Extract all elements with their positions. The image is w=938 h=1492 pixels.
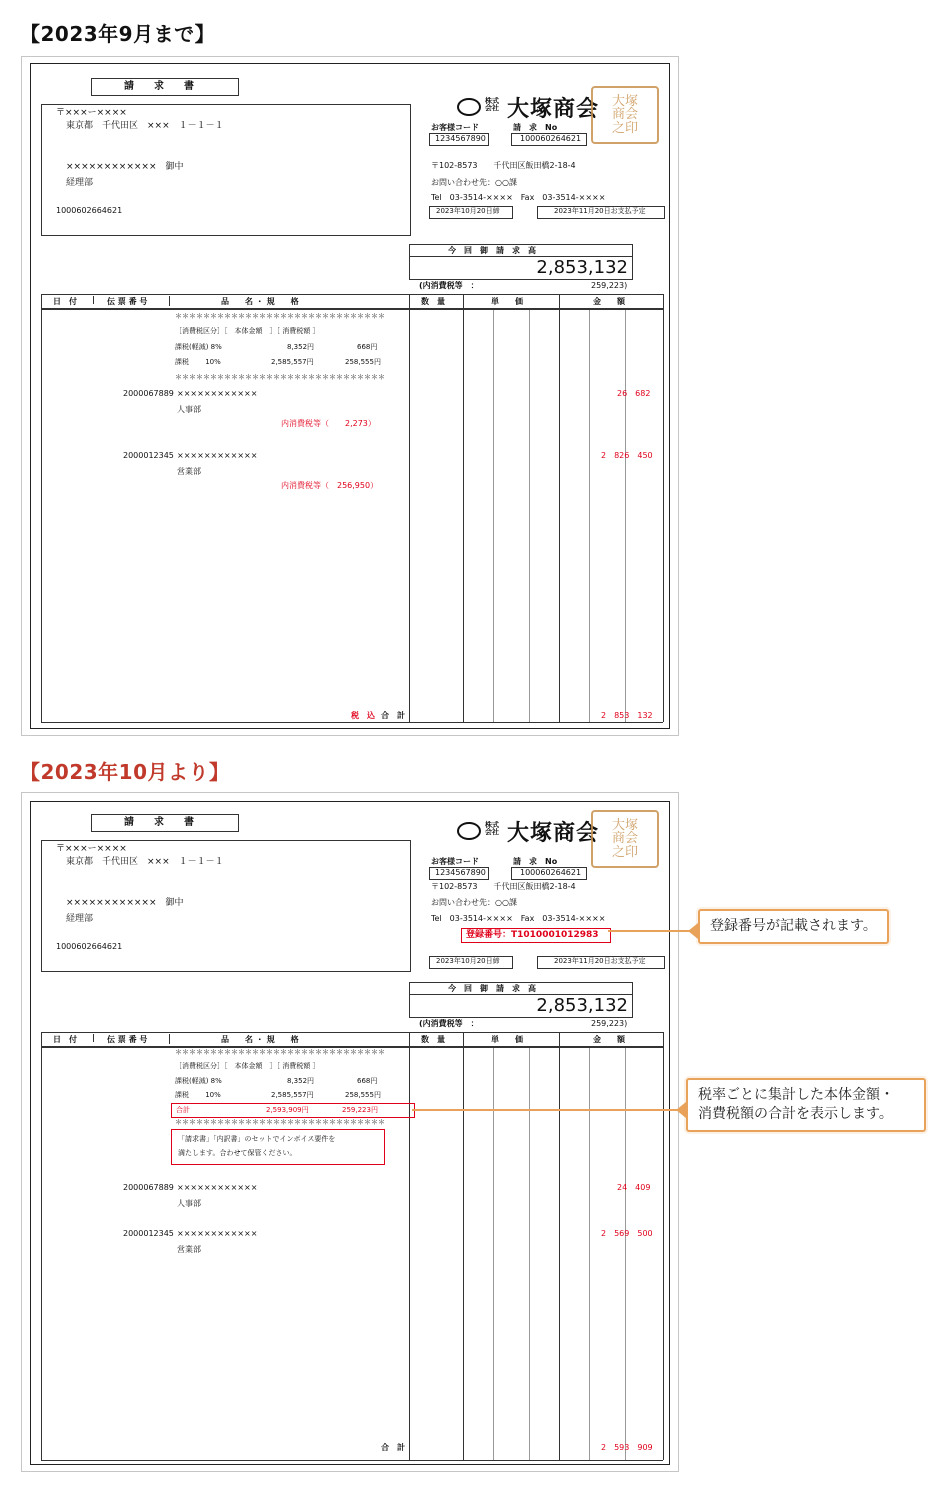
col-date-2: 日 付: [53, 1035, 77, 1044]
tax-total-base: 2,593,909円: [266, 1106, 309, 1114]
invoice-title: 請 求 書: [124, 81, 194, 92]
company-logo-icon: [457, 98, 481, 116]
amount-box: [409, 244, 633, 280]
registration-box: [461, 928, 611, 943]
col-price-2: 単 価: [491, 1035, 523, 1044]
tax-total-box: [171, 1103, 415, 1118]
company-contact-2: お問い合わせ先：○○課: [431, 898, 517, 907]
invoice-no-value: 100060264621: [520, 134, 582, 143]
invoice-before: [30, 63, 670, 729]
tax-value-2: 259,223): [591, 1019, 628, 1028]
tax-stars-top: ＊＊＊＊＊＊＊＊＊＊＊＊＊＊＊＊＊＊＊＊＊＊＊＊＊＊＊＊＊＊: [175, 312, 385, 320]
entry1-item: ××××××××××××: [177, 389, 258, 398]
customer-code-value-2: 1234567890: [435, 868, 486, 877]
registration-number: 登録番号：T1010001012983: [466, 930, 599, 940]
callout-tax-total-line1: 税率ごとに集計した本体金額・: [698, 1087, 894, 1103]
callout-tax-total: [686, 1078, 926, 1132]
amount-value-2: 2,853,132: [536, 995, 628, 1016]
tax-row2-tax: 258,555円: [345, 358, 381, 366]
total-label-2: 合 計: [381, 1443, 405, 1452]
entry2-amount: 2 826 450: [601, 451, 653, 460]
tax-stars-bottom-2: ＊＊＊＊＊＊＊＊＊＊＊＊＊＊＊＊＊＊＊＊＊＊＊＊＊＊＊＊＊＊: [175, 1118, 385, 1126]
entry1-item-2: ××××××××××××: [177, 1183, 258, 1192]
payment-date-2: 2023年11月20日お支払予定: [554, 957, 646, 965]
col-qty: 数 量: [421, 297, 445, 306]
tax-row1-label: 課税(軽減) 8%: [175, 343, 222, 351]
tax-row1-tax: 668円: [357, 343, 378, 351]
customer-code-2: 1000602664621: [56, 942, 123, 951]
entry2-tax-note: 内消費税等（ 256,950）: [281, 481, 379, 490]
invoice-title-box-2: [91, 814, 239, 832]
invoice-no-value-2: 100060264621: [520, 868, 582, 877]
col-amount: 金 額: [593, 297, 625, 306]
invoice-no-box-2: [511, 867, 587, 880]
callout2-connector: [412, 1109, 686, 1111]
total-label: 合 計: [381, 711, 405, 720]
closing-date: 2023年10月20日締: [436, 207, 500, 215]
callout-registration-text: 登録番号が記載されます。: [710, 918, 877, 934]
tax-row2-label: 課税 10%: [175, 358, 221, 366]
customer-address: 東京都 千代田区 ××× １－１－１: [66, 121, 224, 131]
customer-postal: 〒×××ー××××: [56, 108, 127, 118]
company-contact: お問い合わせ先：○○課: [431, 178, 517, 187]
company-seal-icon-2: 大塚 商会 之印: [591, 810, 659, 868]
entry1-slip: 2000067889: [123, 389, 174, 398]
entry1-tax-note: 内消費税等（ 2,273）: [281, 419, 376, 428]
invoice-title-box: [91, 78, 239, 96]
col-item-2: 品 名 ・ 規 格: [221, 1035, 299, 1044]
callout1-connector: [608, 930, 698, 932]
payment-date-box: [537, 206, 665, 219]
col-amount-2: 金 額: [593, 1035, 625, 1044]
invoice-title-2: 請 求 書: [124, 817, 194, 828]
tax-stars-bottom: ＊＊＊＊＊＊＊＊＊＊＊＊＊＊＊＊＊＊＊＊＊＊＊＊＊＊＊＊＊＊: [175, 373, 385, 381]
company-name-2: 大塚商会: [507, 820, 600, 846]
closing-date-box-2: [429, 956, 513, 969]
invoice-note-line2: 満たします。合わせて保管ください。: [178, 1149, 297, 1157]
customer-code-label-2: お客様コード: [431, 857, 479, 866]
entry2-item: ××××××××××××: [177, 451, 258, 460]
amount-value: 2,853,132: [536, 257, 628, 278]
callout-registration: [698, 909, 889, 944]
tax-stars-top-2: ＊＊＊＊＊＊＊＊＊＊＊＊＊＊＊＊＊＊＊＊＊＊＊＊＊＊＊＊＊＊: [175, 1048, 385, 1056]
customer-name-2: ×××××××××××× 御中: [66, 898, 184, 908]
tax-row2-base: 2,585,557円: [271, 358, 314, 366]
invoice-no-label: 請 求 No: [513, 123, 558, 132]
company-seal-icon: 大塚 商会 之印: [591, 86, 659, 144]
entry1-dept-2: 人事部: [177, 1199, 201, 1208]
tax-total-label: 合計: [176, 1106, 190, 1114]
invoice-frame-before: [21, 56, 679, 736]
entry1-amount: 26 682: [617, 389, 651, 398]
invoice-no-box: [511, 133, 587, 146]
total-value-2: 2 593 909: [601, 1443, 653, 1452]
company-tel-fax: Tel 03-3514-×××× Fax 03-3514-××××: [431, 193, 606, 202]
customer-box-2: [41, 840, 411, 972]
customer-code-box: [429, 133, 489, 146]
company-address-2: 〒102-8573 千代田区飯田橋2-18-4: [431, 882, 576, 891]
company-tel-fax-2: Tel 03-3514-×××× Fax 03-3514-××××: [431, 914, 606, 923]
col-price: 単 価: [491, 297, 523, 306]
invoice-no-label-2: 請 求 No: [513, 857, 558, 866]
customer-postal-2: 〒×××ー××××: [56, 844, 127, 854]
tax-row1-base: 8,352円: [287, 343, 315, 351]
customer-dept: 経理部: [66, 178, 94, 188]
company-name: 大塚商会: [507, 96, 600, 122]
section-heading-before: 【2023年9月まで】: [20, 22, 216, 46]
col-slip-2: 伝 票 番 号: [107, 1035, 148, 1044]
entry2-item-2: ××××××××××××: [177, 1229, 258, 1238]
tax-row1-label-2: 課税(軽減) 8%: [175, 1077, 222, 1085]
tax-header: ［消費税区分］［ 本体金額 ］［ 消費税額 ］: [175, 327, 320, 335]
entry2-dept: 営業部: [177, 467, 201, 476]
col-qty-2: 数 量: [421, 1035, 445, 1044]
col-date: 日 付: [53, 297, 77, 306]
amount-box-2: [409, 982, 633, 1018]
invoice-frame-after: [21, 792, 679, 1472]
amount-label-2: 今 回 御 請 求 高: [448, 984, 536, 993]
customer-code-value: 1234567890: [435, 134, 486, 143]
customer-address-2: 東京都 千代田区 ××× １－１－１: [66, 857, 224, 867]
closing-date-2: 2023年10月20日締: [436, 957, 500, 965]
col-slip: 伝 票 番 号: [107, 297, 148, 306]
tax-row2-label-2: 課税 10%: [175, 1091, 221, 1099]
company-address: 〒102-8573 千代田区飯田橋2-18-4: [431, 161, 576, 170]
company-logo-icon-2: [457, 822, 481, 840]
closing-date-box: [429, 206, 513, 219]
customer-dept-2: 経理部: [66, 914, 94, 924]
customer-code-label: お客様コード: [431, 123, 479, 132]
tax-header-2: ［消費税区分］［ 本体金額 ］［ 消費税額 ］: [175, 1062, 320, 1070]
customer-code: 1000602664621: [56, 206, 123, 215]
total-value: 2 853 132: [601, 711, 653, 720]
entry1-amount-2: 24 409: [617, 1183, 651, 1192]
invoice-note-box: [171, 1129, 385, 1165]
callout1-pointer-icon: [688, 923, 698, 939]
payment-date: 2023年11月20日お支払予定: [554, 207, 646, 215]
payment-date-box-2: [537, 956, 665, 969]
invoice-after: [30, 801, 670, 1465]
callout-tax-total-line2: 消費税額の合計を表示します。: [698, 1105, 893, 1122]
invoice-note-line1: 「請求書」「内訳書」のセットでインボイス要件を: [178, 1135, 336, 1143]
entry2-slip-2: 2000012345: [123, 1229, 174, 1238]
company-kabushiki-2: 株式 会社: [485, 821, 499, 836]
entry1-dept: 人事部: [177, 405, 201, 414]
tax-total-tax: 259,223円: [342, 1106, 378, 1114]
tax-row1-tax-2: 668円: [357, 1077, 378, 1085]
section-heading-after: 【2023年10月より】: [20, 760, 230, 784]
tax-row2-base-2: 2,585,557円: [271, 1091, 314, 1099]
company-kabushiki: 株式 会社: [485, 97, 499, 112]
amount-label: 今 回 御 請 求 高: [448, 246, 536, 255]
customer-name: ×××××××××××× 御中: [66, 162, 184, 172]
entry2-slip: 2000012345: [123, 451, 174, 460]
tax-value: 259,223): [591, 281, 628, 290]
entry2-amount-2: 2 569 500: [601, 1229, 653, 1238]
tax-row1-base-2: 8,352円: [287, 1077, 315, 1085]
tax-row2-tax-2: 258,555円: [345, 1091, 381, 1099]
tax-label: (内消費税等 ：: [419, 281, 479, 290]
callout2-pointer-icon: [676, 1102, 686, 1118]
customer-box: [41, 104, 411, 236]
total-label-red: 税 込: [351, 711, 375, 720]
tax-label-2: (内消費税等 ：: [419, 1019, 479, 1028]
col-item: 品 名 ・ 規 格: [221, 297, 299, 306]
entry2-dept-2: 営業部: [177, 1245, 201, 1254]
customer-code-box-2: [429, 867, 489, 880]
entry1-slip-2: 2000067889: [123, 1183, 174, 1192]
